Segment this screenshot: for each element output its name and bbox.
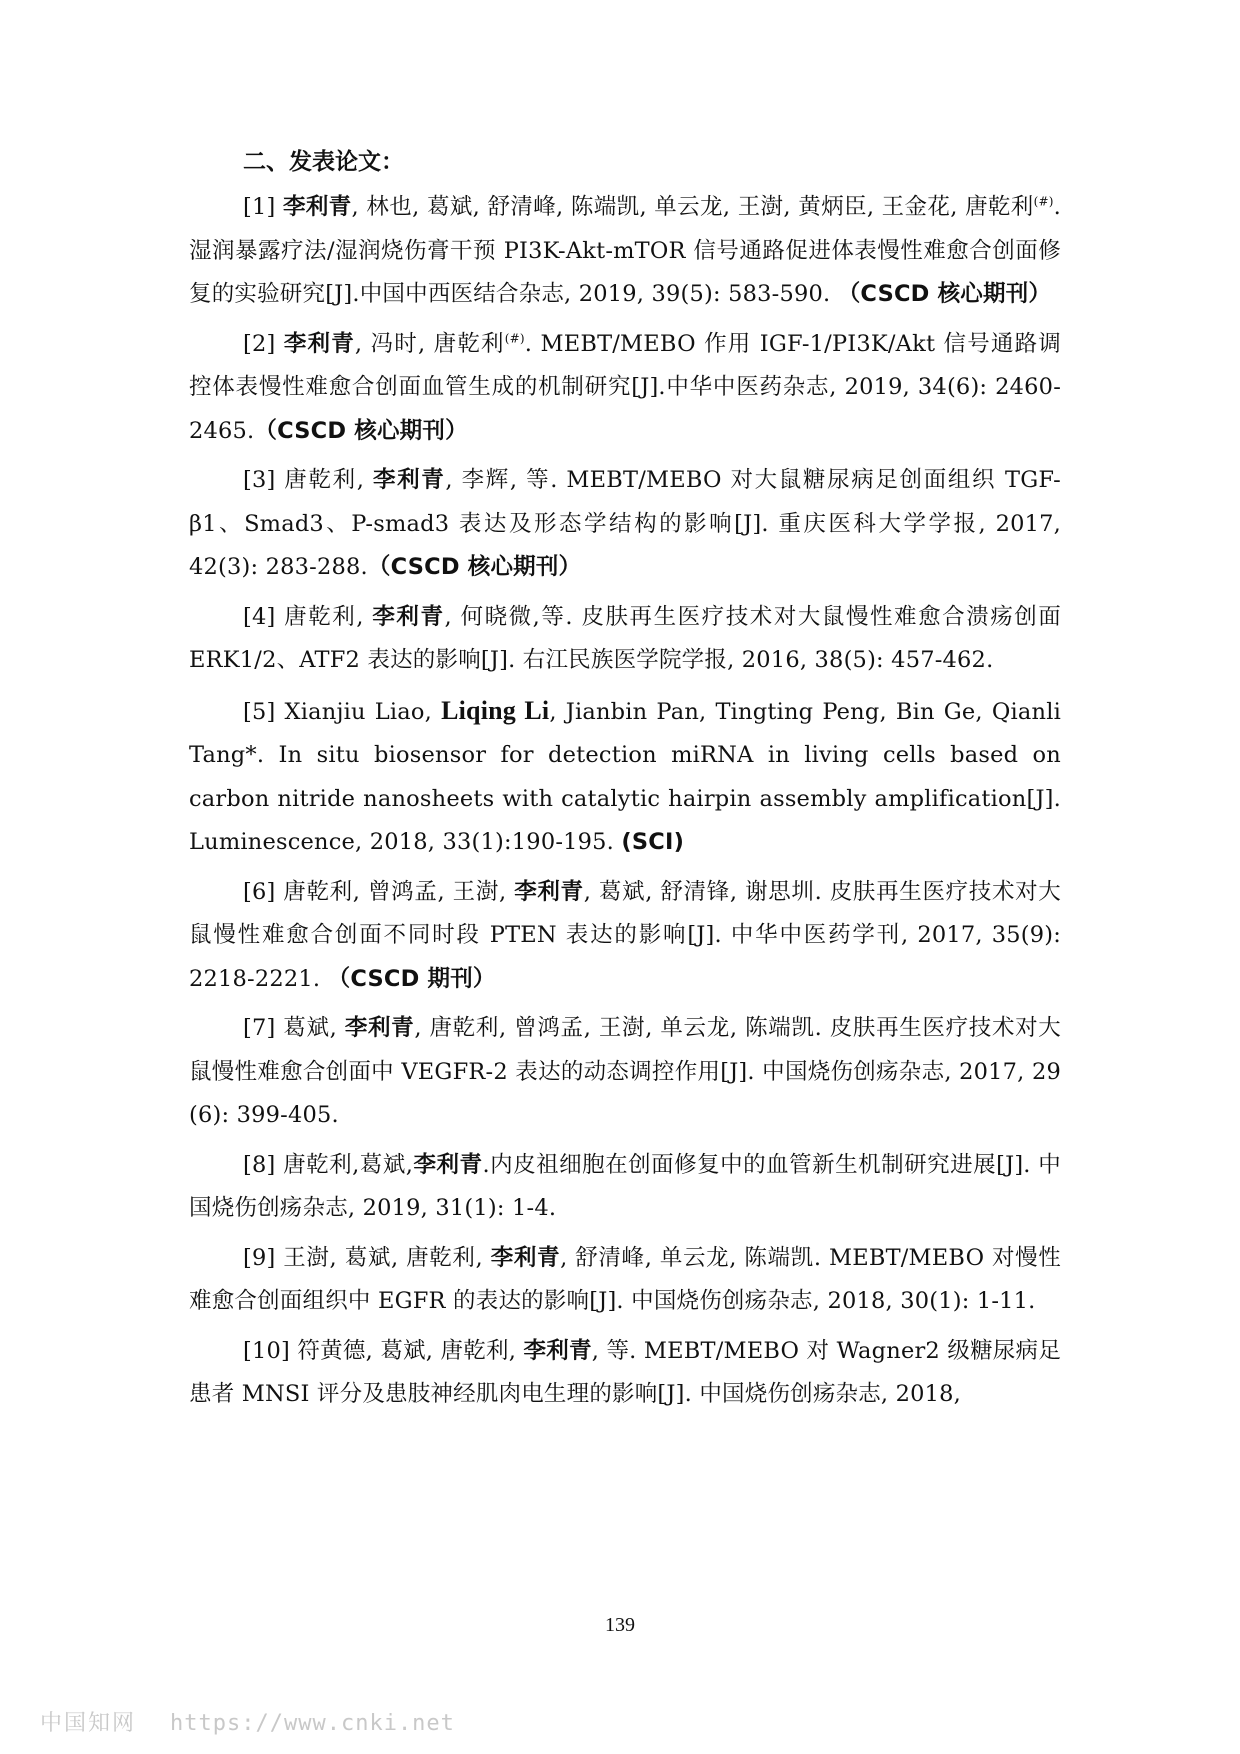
watermark-brand: 中国知网: [40, 1711, 137, 1736]
page-content: [189, 138, 1061, 1423]
page-number: 139: [605, 1614, 635, 1636]
author-highlight: 李利青: [413, 1151, 483, 1178]
reference-item: [3] 唐乾利, 李利青, 李辉, 等. MEBT/MEBO 对大鼠糖尿病足创面组织 TGF-β1、Smad3、P-smad3 表达及形态学结构的影响[J]. 重庆医科大学学报, 2017, 42(3): 283-288.（CSCD 核心期刊）: [189, 467, 1061, 580]
corresponding-mark: (#): [504, 331, 525, 345]
index-note: （CSCD 核心期刊）: [367, 554, 582, 580]
author-highlight: 李利青: [283, 330, 355, 357]
corresponding-mark: (#): [1033, 194, 1054, 209]
reference-item: [9] 王澍, 葛斌, 唐乾利, 李利青, 舒清峰, 单云龙, 陈端凯. MEBT/MEBO 对慢性难愈合创面组织中 EGFR 的表达的影响[J]. 中国烧伤创疡杂志, 2018, 30(1): 1-11.: [189, 1244, 1061, 1314]
reference-item: [10] 符黄德, 葛斌, 唐乾利, 李利青, 等. MEBT/MEBO 对 Wagner2 级糖尿病足患者 MNSI 评分及患肢神经肌肉电生理的影响[J]. 中国烧伤创疡杂志, 2018,: [189, 1337, 1061, 1407]
reference-item: [1] 李利青, 林也, 葛斌, 舒清峰, 陈端凯, 单云龙, 王澍, 黄炳臣, 王金花, 唐乾利(#). 湿润暴露疗法/湿润烧伤膏干预 PI3K-Akt-mTOR 信号通路促进体表慢性难愈合创面修复的实验研究[J].中国中西医结合杂志, 2019, 39(5): 583-590. （CSCD 核心期刊）: [189, 194, 1062, 307]
author-highlight: 李利青: [490, 1244, 561, 1271]
index-note: （CSCD 期刊）: [327, 965, 496, 992]
index-note: (SCI): [621, 829, 685, 855]
watermark-url: https://www.cnki.net: [170, 1711, 455, 1736]
author-highlight: 李利青: [514, 878, 584, 905]
index-note: （CSCD 核心期刊）: [254, 417, 468, 444]
section-heading: 二、发表论文：: [243, 149, 404, 175]
reference-item: [8] 唐乾利,葛斌,李利青.内皮祖细胞在创面修复中的血管新生机制研究进展[J]. 中国烧伤创疡杂志, 2019, 31(1): 1-4.: [189, 1151, 1061, 1221]
reference-item: [2] 李利青, 冯时, 唐乾利(#). MEBT/MEBO 作用 IGF-1/PI3K/Akt 信号通路调控体表慢性难愈合创面血管生成的机制研究[J].中华中医药杂志, 2019, 34(6): 2460-2465.（CSCD 核心期刊）: [189, 330, 1062, 444]
reference-item: [7] 葛斌, 李利青, 唐乾利, 曾鸿孟, 王澍, 单云龙, 陈端凯. 皮肤再生医疗技术对大鼠慢性难愈合创面中 VEGFR-2 表达的动态调控作用[J]. 中国烧伤创疡杂志, 2017, 29 (6): 399-405.: [189, 1015, 1061, 1128]
author-highlight: 李利青: [282, 194, 352, 220]
author-highlight: 李利青: [523, 1337, 592, 1364]
author-highlight: 李利青: [344, 1015, 415, 1041]
author-highlight: 李利青: [372, 603, 445, 630]
reference-item: [5] Xianjiu Liao, Liqing Li, Jianbin Pan, Tingting Peng, Bin Ge, Qianli Tang*. In situ biosensor for detection miRNA in living cells based on carbon nitride nanosheets with catalytic hairpin assembly amplification[J]. Luminescence, 2018, 33(1):190-195. (SCI): [189, 695, 1061, 855]
cnki-watermark: [40, 1706, 455, 1737]
index-note: （CSCD 核心期刊）: [837, 281, 1052, 307]
author-highlight: 李利青: [372, 467, 446, 493]
reference-item: [6] 唐乾利, 曾鸿孟, 王澍, 李利青, 葛斌, 舒清锋, 谢思圳. 皮肤再生医疗技术对大鼠慢性难愈合创面不同时段 PTEN 表达的影响[J]. 中华中医药学刊, 2017, 35(9): 2218-2221. （CSCD 期刊）: [189, 878, 1061, 992]
author-highlight: Liqing Li: [441, 695, 550, 725]
reference-item: [4] 唐乾利, 李利青, 何晓微,等. 皮肤再生医疗技术对大鼠慢性难愈合溃疡创面 ERK1/2、ATF2 表达的影响[J]. 右江民族医学院学报, 2016, 38(5): 457-462.: [189, 603, 1061, 673]
